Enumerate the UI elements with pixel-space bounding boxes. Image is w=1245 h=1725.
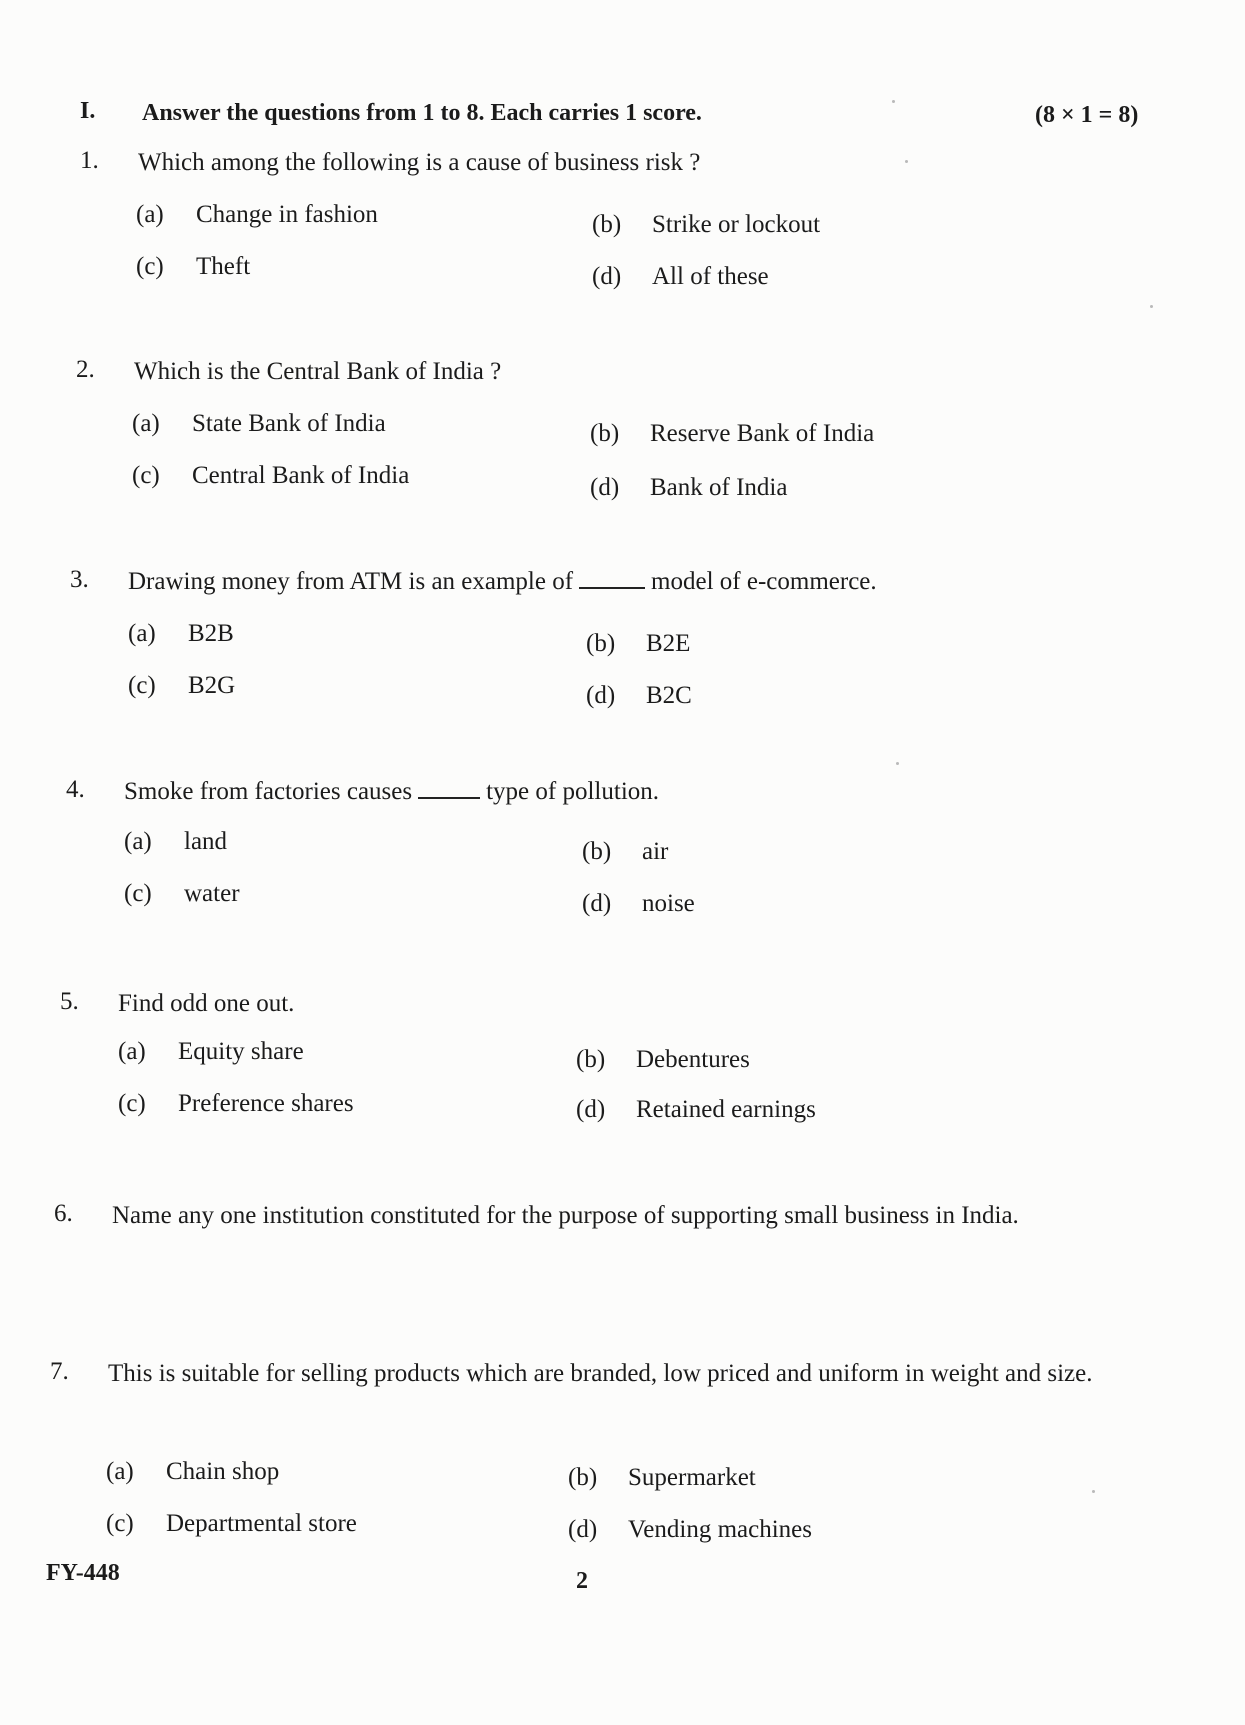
scan-speck: [892, 100, 895, 103]
question-text: Smoke from factories causes type of pollution.: [124, 778, 660, 805]
option-c: (c) Theft: [136, 253, 251, 280]
question-number: 2.: [76, 356, 95, 383]
option-b: (b) Strike or lockout: [592, 211, 821, 238]
question-number: 7.: [50, 1358, 69, 1385]
option-d: (d) All of these: [592, 263, 769, 290]
option-a: (a) State Bank of India: [132, 410, 386, 437]
scan-speck: [1092, 1490, 1095, 1493]
question-text: Which among the following is a cause of business risk ?: [138, 149, 701, 176]
option-c: (c) Central Bank of India: [132, 462, 410, 489]
option-a: (a) Equity share: [118, 1038, 304, 1065]
option-c: (c) Preference shares: [118, 1090, 354, 1117]
question-text: This is suitable for selling products which are branded, low priced and uniform in weight and size.: [108, 1360, 1093, 1387]
answer-blank: [579, 569, 645, 589]
option-c: (c) Departmental store: [106, 1510, 357, 1537]
question-number: 1.: [80, 147, 99, 174]
option-c: (c) water: [124, 880, 240, 907]
section-number: I.: [80, 98, 96, 124]
option-d: (d) noise: [582, 890, 695, 917]
option-d: (d) Bank of India: [590, 474, 788, 501]
paper-code: FY-448: [46, 1560, 120, 1586]
option-b: (b) Reserve Bank of India: [590, 420, 875, 447]
page-number: 2: [576, 1568, 588, 1594]
option-c: (c) B2G: [128, 672, 236, 699]
section-instruction: Answer the questions from 1 to 8. Each carries 1 score.: [142, 100, 702, 126]
scan-speck: [1150, 305, 1153, 308]
option-a: (a) Change in fashion: [136, 201, 378, 228]
question-number: 6.: [54, 1200, 73, 1227]
option-b: (b) B2E: [586, 630, 691, 657]
section-score: (8 × 1 = 8): [1035, 102, 1139, 128]
option-b: (b) Supermarket: [568, 1464, 756, 1491]
answer-blank: [418, 779, 480, 799]
option-b: (b) air: [582, 838, 669, 865]
option-d: (d) Vending machines: [568, 1516, 812, 1543]
option-a: (a) B2B: [128, 620, 234, 647]
question-text: Find odd one out.: [118, 990, 295, 1017]
question-number: 5.: [60, 988, 79, 1015]
question-text: Name any one institution constituted for the purpose of supporting small business in India.: [112, 1202, 1019, 1229]
scan-speck: [896, 762, 899, 765]
option-a: (a) land: [124, 828, 228, 855]
question-number: 3.: [70, 566, 89, 593]
question-text: Which is the Central Bank of India ?: [134, 358, 502, 385]
option-d: (d) Retained earnings: [576, 1096, 816, 1123]
question-number: 4.: [66, 776, 85, 803]
scan-speck: [905, 160, 908, 163]
option-a: (a) Chain shop: [106, 1458, 280, 1485]
option-d: (d) B2C: [586, 682, 692, 709]
question-text: Drawing money from ATM is an example of model of e-commerce.: [128, 568, 877, 595]
option-b: (b) Debentures: [576, 1046, 750, 1073]
